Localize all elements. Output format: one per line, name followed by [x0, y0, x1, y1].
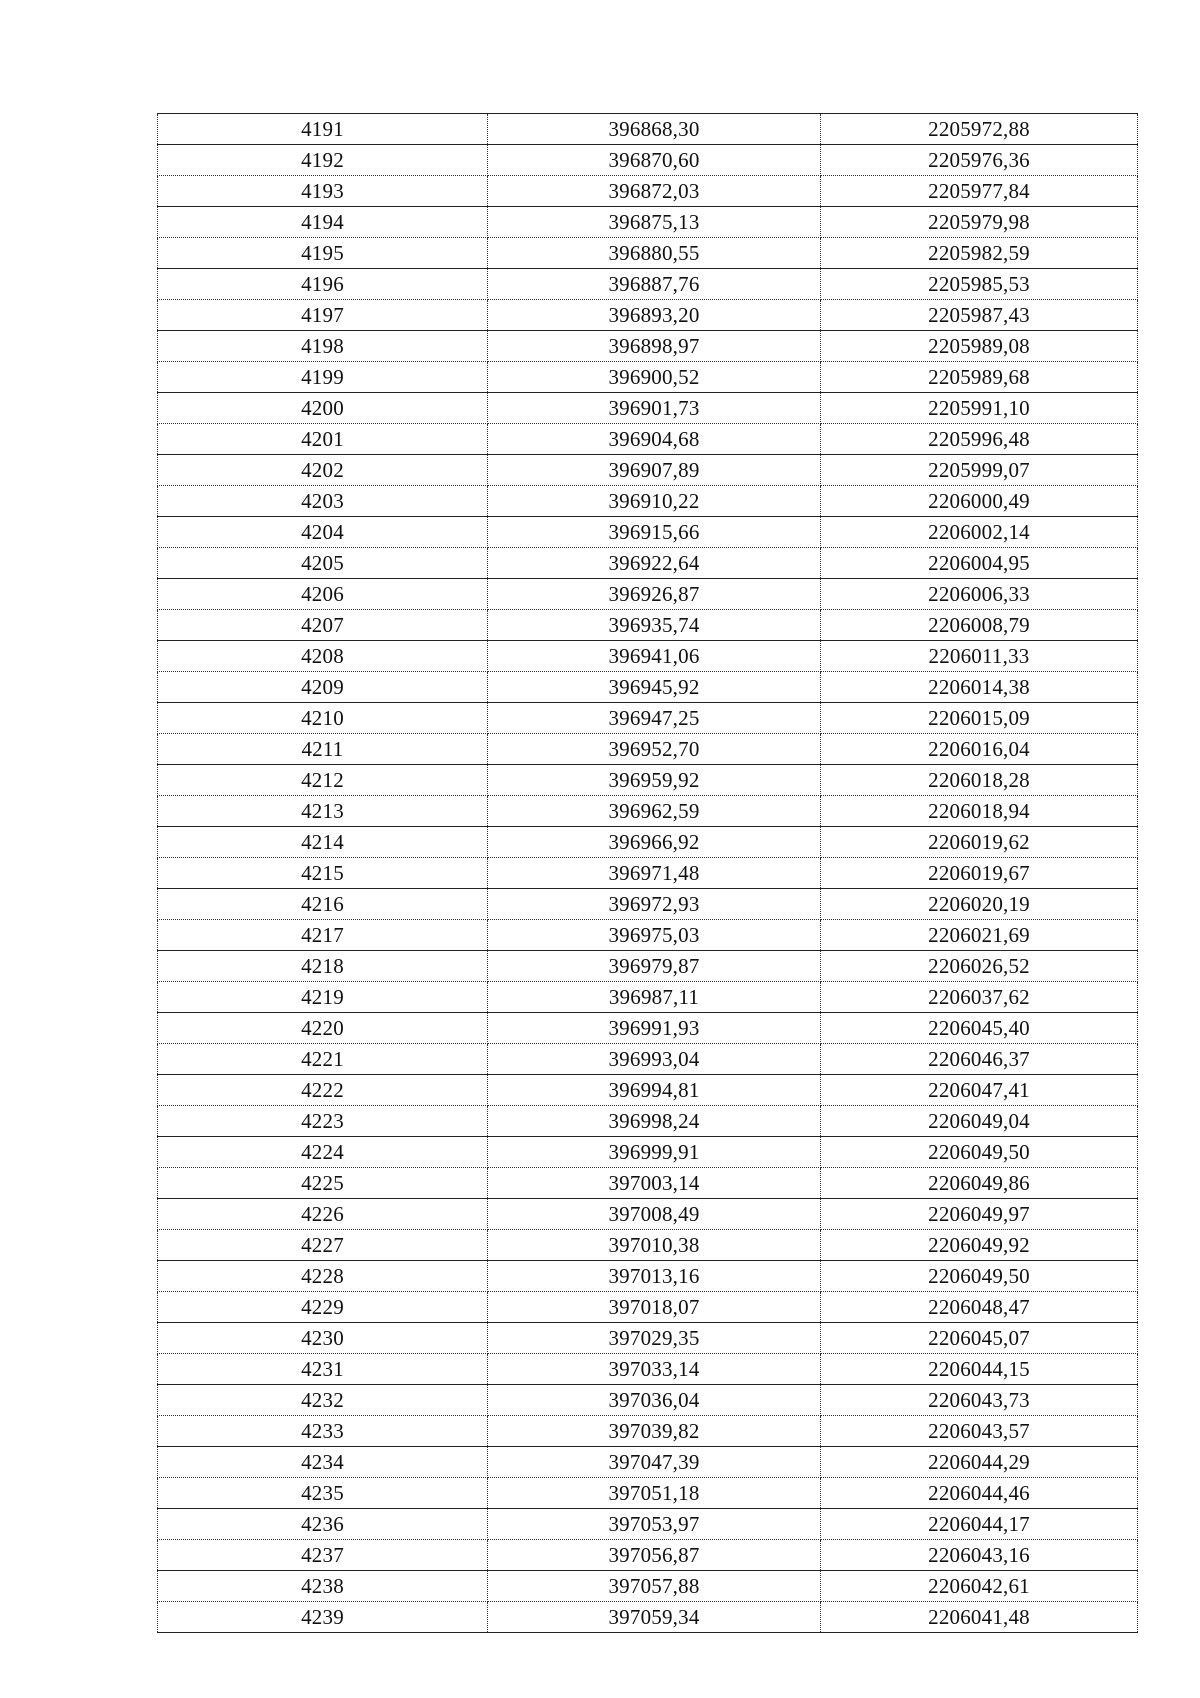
- point-number-cell: 4204: [158, 517, 488, 548]
- table-row: [158, 300, 1138, 331]
- table-row: [158, 1602, 1138, 1633]
- point-number-cell: 4212: [158, 765, 488, 796]
- x-coordinate-cell: 396868,30: [488, 114, 821, 145]
- point-number-cell: 4192: [158, 145, 488, 176]
- y-coordinate-cell: 2205989,68: [821, 362, 1138, 393]
- y-coordinate-cell: 2206049,50: [821, 1261, 1138, 1292]
- point-number-cell: 4236: [158, 1509, 488, 1540]
- y-coordinate-cell: 2205972,88: [821, 114, 1138, 145]
- table-row: [158, 1168, 1138, 1199]
- point-number-cell: 4233: [158, 1416, 488, 1447]
- y-coordinate-cell: 2205985,53: [821, 269, 1138, 300]
- table-row: [158, 765, 1138, 796]
- table-row: [158, 393, 1138, 424]
- table-row: [158, 1447, 1138, 1478]
- table-row: [158, 982, 1138, 1013]
- y-coordinate-cell: 2206016,04: [821, 734, 1138, 765]
- x-coordinate-cell: 396910,22: [488, 486, 821, 517]
- point-number-cell: 4202: [158, 455, 488, 486]
- y-coordinate-cell: 2206045,07: [821, 1323, 1138, 1354]
- y-coordinate-cell: 2206021,69: [821, 920, 1138, 951]
- table-row: [158, 1385, 1138, 1416]
- y-coordinate-cell: 2206043,16: [821, 1540, 1138, 1571]
- table-row: [158, 207, 1138, 238]
- table-row: [158, 796, 1138, 827]
- y-coordinate-cell: 2206049,86: [821, 1168, 1138, 1199]
- y-coordinate-cell: 2206006,33: [821, 579, 1138, 610]
- x-coordinate-cell: 396959,92: [488, 765, 821, 796]
- table-row: [158, 1075, 1138, 1106]
- x-coordinate-cell: 396941,06: [488, 641, 821, 672]
- x-coordinate-cell: 396898,97: [488, 331, 821, 362]
- y-coordinate-cell: 2206002,14: [821, 517, 1138, 548]
- y-coordinate-cell: 2206019,67: [821, 858, 1138, 889]
- point-number-cell: 4224: [158, 1137, 488, 1168]
- x-coordinate-cell: 397029,35: [488, 1323, 821, 1354]
- point-number-cell: 4226: [158, 1199, 488, 1230]
- y-coordinate-cell: 2206049,04: [821, 1106, 1138, 1137]
- x-coordinate-cell: 396972,93: [488, 889, 821, 920]
- point-number-cell: 4208: [158, 641, 488, 672]
- x-coordinate-cell: 397051,18: [488, 1478, 821, 1509]
- point-number-cell: 4232: [158, 1385, 488, 1416]
- y-coordinate-cell: 2206043,57: [821, 1416, 1138, 1447]
- point-number-cell: 4195: [158, 238, 488, 269]
- table-row: [158, 889, 1138, 920]
- point-number-cell: 4219: [158, 982, 488, 1013]
- y-coordinate-cell: 2206044,29: [821, 1447, 1138, 1478]
- point-number-cell: 4239: [158, 1602, 488, 1633]
- x-coordinate-cell: 396893,20: [488, 300, 821, 331]
- table-row: [158, 331, 1138, 362]
- y-coordinate-cell: 2206042,61: [821, 1571, 1138, 1602]
- y-coordinate-cell: 2206019,62: [821, 827, 1138, 858]
- x-coordinate-cell: 397018,07: [488, 1292, 821, 1323]
- y-coordinate-cell: 2206037,62: [821, 982, 1138, 1013]
- y-coordinate-cell: 2206044,15: [821, 1354, 1138, 1385]
- point-number-cell: 4231: [158, 1354, 488, 1385]
- y-coordinate-cell: 2205982,59: [821, 238, 1138, 269]
- table-row: [158, 114, 1138, 145]
- table-row: [158, 641, 1138, 672]
- x-coordinate-cell: 396926,87: [488, 579, 821, 610]
- point-number-cell: 4207: [158, 610, 488, 641]
- point-number-cell: 4194: [158, 207, 488, 238]
- point-number-cell: 4238: [158, 1571, 488, 1602]
- table-row: [158, 1571, 1138, 1602]
- x-coordinate-cell: 396875,13: [488, 207, 821, 238]
- y-coordinate-cell: 2206014,38: [821, 672, 1138, 703]
- point-number-cell: 4213: [158, 796, 488, 827]
- x-coordinate-cell: 396887,76: [488, 269, 821, 300]
- table-row: [158, 1044, 1138, 1075]
- y-coordinate-cell: 2206008,79: [821, 610, 1138, 641]
- y-coordinate-cell: 2206020,19: [821, 889, 1138, 920]
- y-coordinate-cell: 2206044,17: [821, 1509, 1138, 1540]
- coordinates-table: [157, 113, 1138, 1633]
- y-coordinate-cell: 2206044,46: [821, 1478, 1138, 1509]
- table-row: [158, 176, 1138, 207]
- x-coordinate-cell: 396935,74: [488, 610, 821, 641]
- y-coordinate-cell: 2206011,33: [821, 641, 1138, 672]
- point-number-cell: 4234: [158, 1447, 488, 1478]
- table-row: [158, 424, 1138, 455]
- point-number-cell: 4220: [158, 1013, 488, 1044]
- x-coordinate-cell: 397057,88: [488, 1571, 821, 1602]
- y-coordinate-cell: 2205999,07: [821, 455, 1138, 486]
- y-coordinate-cell: 2206026,52: [821, 951, 1138, 982]
- y-coordinate-cell: 2206045,40: [821, 1013, 1138, 1044]
- point-number-cell: 4206: [158, 579, 488, 610]
- x-coordinate-cell: 397033,14: [488, 1354, 821, 1385]
- table-row: [158, 1230, 1138, 1261]
- y-coordinate-cell: 2206041,48: [821, 1602, 1138, 1633]
- point-number-cell: 4223: [158, 1106, 488, 1137]
- x-coordinate-cell: 397003,14: [488, 1168, 821, 1199]
- x-coordinate-cell: 396962,59: [488, 796, 821, 827]
- point-number-cell: 4217: [158, 920, 488, 951]
- point-number-cell: 4201: [158, 424, 488, 455]
- x-coordinate-cell: 396945,92: [488, 672, 821, 703]
- table-row: [158, 1416, 1138, 1447]
- x-coordinate-cell: 396880,55: [488, 238, 821, 269]
- table-row: [158, 269, 1138, 300]
- x-coordinate-cell: 396900,52: [488, 362, 821, 393]
- point-number-cell: 4227: [158, 1230, 488, 1261]
- coordinates-table-body: [158, 114, 1138, 1633]
- y-coordinate-cell: 2205996,48: [821, 424, 1138, 455]
- x-coordinate-cell: 397047,39: [488, 1447, 821, 1478]
- y-coordinate-cell: 2206015,09: [821, 703, 1138, 734]
- point-number-cell: 4221: [158, 1044, 488, 1075]
- table-row: [158, 1199, 1138, 1230]
- point-number-cell: 4198: [158, 331, 488, 362]
- point-number-cell: 4210: [158, 703, 488, 734]
- table-row: [158, 920, 1138, 951]
- point-number-cell: 4200: [158, 393, 488, 424]
- y-coordinate-cell: 2206018,94: [821, 796, 1138, 827]
- point-number-cell: 4191: [158, 114, 488, 145]
- x-coordinate-cell: 396987,11: [488, 982, 821, 1013]
- table-row: [158, 517, 1138, 548]
- x-coordinate-cell: 397013,16: [488, 1261, 821, 1292]
- x-coordinate-cell: 396901,73: [488, 393, 821, 424]
- table-row: [158, 1013, 1138, 1044]
- x-coordinate-cell: 396993,04: [488, 1044, 821, 1075]
- point-number-cell: 4228: [158, 1261, 488, 1292]
- x-coordinate-cell: 397056,87: [488, 1540, 821, 1571]
- table-row: [158, 703, 1138, 734]
- x-coordinate-cell: 397059,34: [488, 1602, 821, 1633]
- x-coordinate-cell: 396952,70: [488, 734, 821, 765]
- table-row: [158, 362, 1138, 393]
- table-row: [158, 579, 1138, 610]
- x-coordinate-cell: 396994,81: [488, 1075, 821, 1106]
- table-row: [158, 145, 1138, 176]
- point-number-cell: 4237: [158, 1540, 488, 1571]
- table-row: [158, 1509, 1138, 1540]
- x-coordinate-cell: 396904,68: [488, 424, 821, 455]
- table-row: [158, 1478, 1138, 1509]
- x-coordinate-cell: 396947,25: [488, 703, 821, 734]
- x-coordinate-cell: 396991,93: [488, 1013, 821, 1044]
- table-row: [158, 1292, 1138, 1323]
- y-coordinate-cell: 2206004,95: [821, 548, 1138, 579]
- y-coordinate-cell: 2206046,37: [821, 1044, 1138, 1075]
- point-number-cell: 4215: [158, 858, 488, 889]
- x-coordinate-cell: 396907,89: [488, 455, 821, 486]
- point-number-cell: 4209: [158, 672, 488, 703]
- x-coordinate-cell: 396975,03: [488, 920, 821, 951]
- table-row: [158, 858, 1138, 889]
- x-coordinate-cell: 397010,38: [488, 1230, 821, 1261]
- point-number-cell: 4225: [158, 1168, 488, 1199]
- point-number-cell: 4203: [158, 486, 488, 517]
- point-number-cell: 4235: [158, 1478, 488, 1509]
- table-row: [158, 455, 1138, 486]
- y-coordinate-cell: 2206018,28: [821, 765, 1138, 796]
- table-row: [158, 1106, 1138, 1137]
- point-number-cell: 4229: [158, 1292, 488, 1323]
- y-coordinate-cell: 2206000,49: [821, 486, 1138, 517]
- x-coordinate-cell: 396999,91: [488, 1137, 821, 1168]
- x-coordinate-cell: 397008,49: [488, 1199, 821, 1230]
- point-number-cell: 4199: [158, 362, 488, 393]
- point-number-cell: 4230: [158, 1323, 488, 1354]
- table-row: [158, 1323, 1138, 1354]
- point-number-cell: 4214: [158, 827, 488, 858]
- point-number-cell: 4196: [158, 269, 488, 300]
- y-coordinate-cell: 2206049,50: [821, 1137, 1138, 1168]
- table-row: [158, 672, 1138, 703]
- table-row: [158, 1354, 1138, 1385]
- point-number-cell: 4193: [158, 176, 488, 207]
- y-coordinate-cell: 2206049,92: [821, 1230, 1138, 1261]
- y-coordinate-cell: 2205987,43: [821, 300, 1138, 331]
- y-coordinate-cell: 2205979,98: [821, 207, 1138, 238]
- table-row: [158, 238, 1138, 269]
- x-coordinate-cell: 396979,87: [488, 951, 821, 982]
- x-coordinate-cell: 397036,04: [488, 1385, 821, 1416]
- table-row: [158, 548, 1138, 579]
- table-row: [158, 486, 1138, 517]
- x-coordinate-cell: 396872,03: [488, 176, 821, 207]
- table-row: [158, 610, 1138, 641]
- point-number-cell: 4211: [158, 734, 488, 765]
- y-coordinate-cell: 2206043,73: [821, 1385, 1138, 1416]
- y-coordinate-cell: 2205977,84: [821, 176, 1138, 207]
- x-coordinate-cell: 397039,82: [488, 1416, 821, 1447]
- table-row: [158, 827, 1138, 858]
- x-coordinate-cell: 396971,48: [488, 858, 821, 889]
- table-row: [158, 1540, 1138, 1571]
- point-number-cell: 4197: [158, 300, 488, 331]
- table-row: [158, 1261, 1138, 1292]
- x-coordinate-cell: 396998,24: [488, 1106, 821, 1137]
- x-coordinate-cell: 396915,66: [488, 517, 821, 548]
- table-row: [158, 1137, 1138, 1168]
- x-coordinate-cell: 397053,97: [488, 1509, 821, 1540]
- y-coordinate-cell: 2205976,36: [821, 145, 1138, 176]
- point-number-cell: 4222: [158, 1075, 488, 1106]
- point-number-cell: 4216: [158, 889, 488, 920]
- y-coordinate-cell: 2206049,97: [821, 1199, 1138, 1230]
- table-row: [158, 951, 1138, 982]
- point-number-cell: 4205: [158, 548, 488, 579]
- point-number-cell: 4218: [158, 951, 488, 982]
- table-row: [158, 734, 1138, 765]
- x-coordinate-cell: 396870,60: [488, 145, 821, 176]
- x-coordinate-cell: 396922,64: [488, 548, 821, 579]
- y-coordinate-cell: 2206047,41: [821, 1075, 1138, 1106]
- y-coordinate-cell: 2206048,47: [821, 1292, 1138, 1323]
- y-coordinate-cell: 2205989,08: [821, 331, 1138, 362]
- y-coordinate-cell: 2205991,10: [821, 393, 1138, 424]
- x-coordinate-cell: 396966,92: [488, 827, 821, 858]
